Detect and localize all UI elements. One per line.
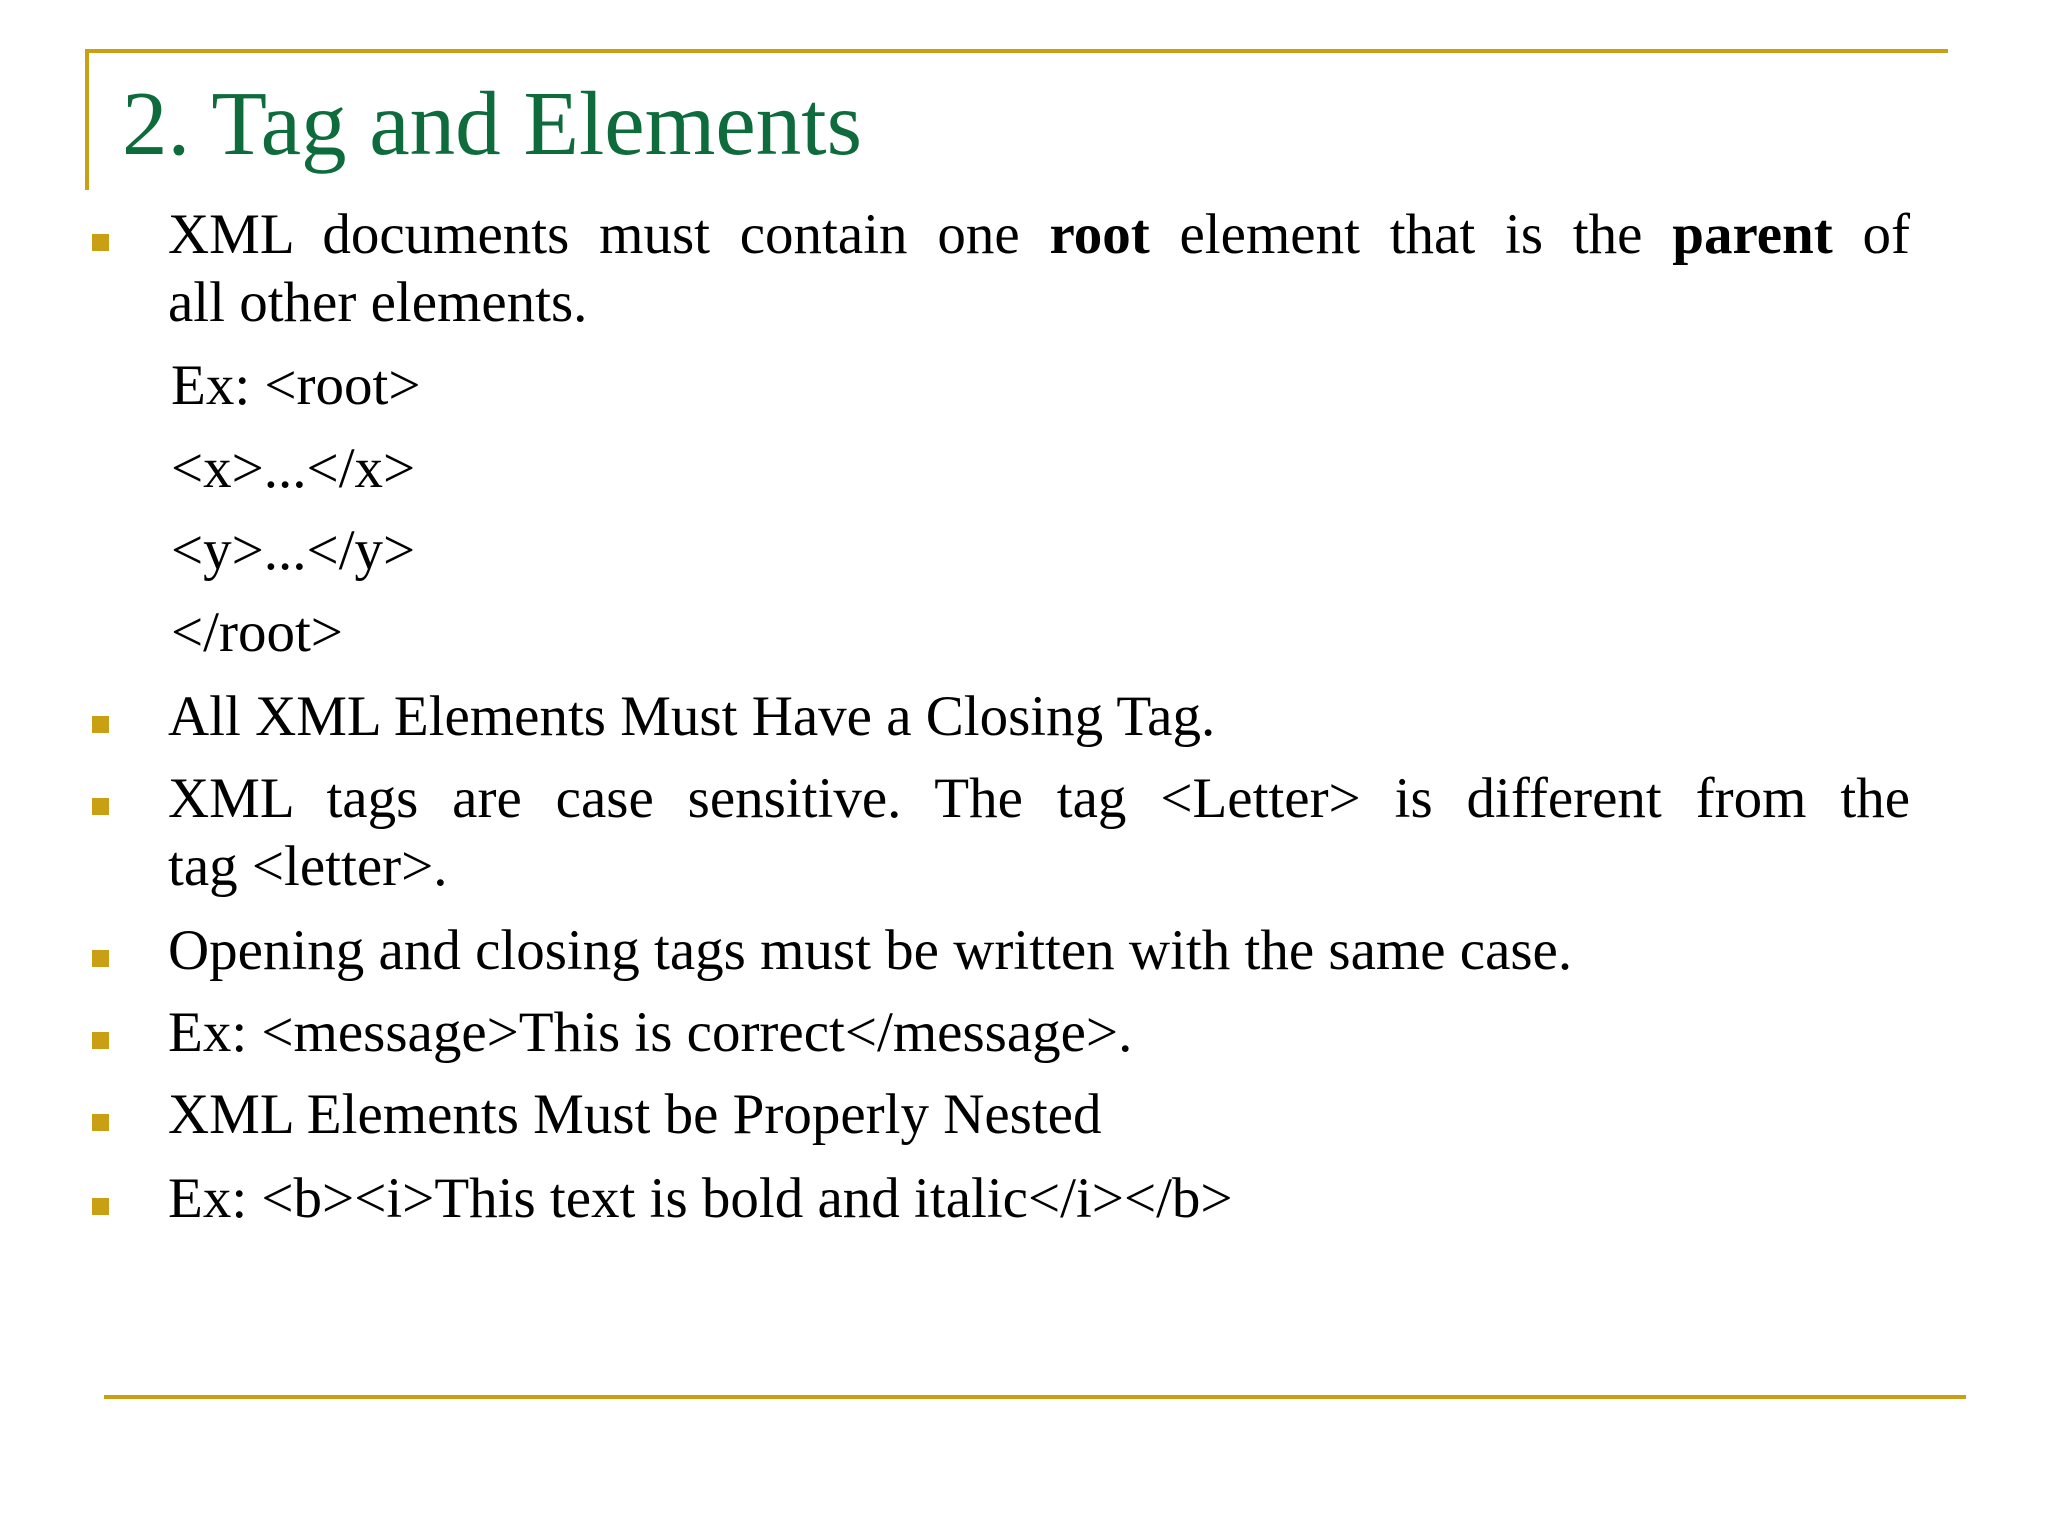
parent-keyword: parent bbox=[1672, 203, 1833, 266]
bullet-marker bbox=[92, 798, 109, 815]
bullet-3-line-1: XML tags are case sensitive. The tag <Letter> is different from the bbox=[168, 767, 1910, 830]
bullet-marker bbox=[92, 716, 109, 733]
bullet-5: Ex: <message>This is correct</message>. bbox=[168, 1001, 1133, 1064]
bullet-2: All XML Elements Must Have a Closing Tag. bbox=[168, 685, 1216, 748]
example-x-element: <x>...</x> bbox=[171, 437, 416, 500]
left-border-line bbox=[85, 49, 89, 190]
bullet-7: Ex: <b><i>This text is bold and italic</i></b> bbox=[168, 1167, 1233, 1230]
bullet-marker bbox=[92, 1198, 109, 1215]
example-root-open: Ex: <root> bbox=[171, 354, 421, 417]
bullet-3-line-2: tag <letter>. bbox=[168, 835, 448, 898]
bullet-marker bbox=[92, 234, 109, 251]
bullet-marker bbox=[92, 950, 109, 967]
bullet-4: Opening and closing tags must be written with the same case. bbox=[168, 919, 1573, 982]
bullet-1-line-2: all other elements. bbox=[168, 271, 588, 334]
top-border-line bbox=[85, 49, 1948, 53]
bottom-border-line bbox=[104, 1395, 1966, 1399]
bullet-1-line-1 bbox=[168, 202, 1910, 268]
root-keyword: root bbox=[1049, 203, 1150, 266]
example-root-close: </root> bbox=[171, 601, 343, 664]
slide-title: 2. Tag and Elements bbox=[122, 73, 862, 174]
bullet-marker bbox=[92, 1032, 109, 1049]
bullet-1-text-part: element that is the bbox=[1149, 203, 1673, 266]
bullet-1-text-part: of bbox=[1832, 203, 1910, 266]
bullet-marker bbox=[92, 1114, 109, 1131]
bullet-6: XML Elements Must be Properly Nested bbox=[168, 1083, 1102, 1146]
bullet-1-text-part: XML documents must contain one bbox=[168, 203, 1050, 266]
example-y-element: <y>...</y> bbox=[171, 519, 416, 582]
